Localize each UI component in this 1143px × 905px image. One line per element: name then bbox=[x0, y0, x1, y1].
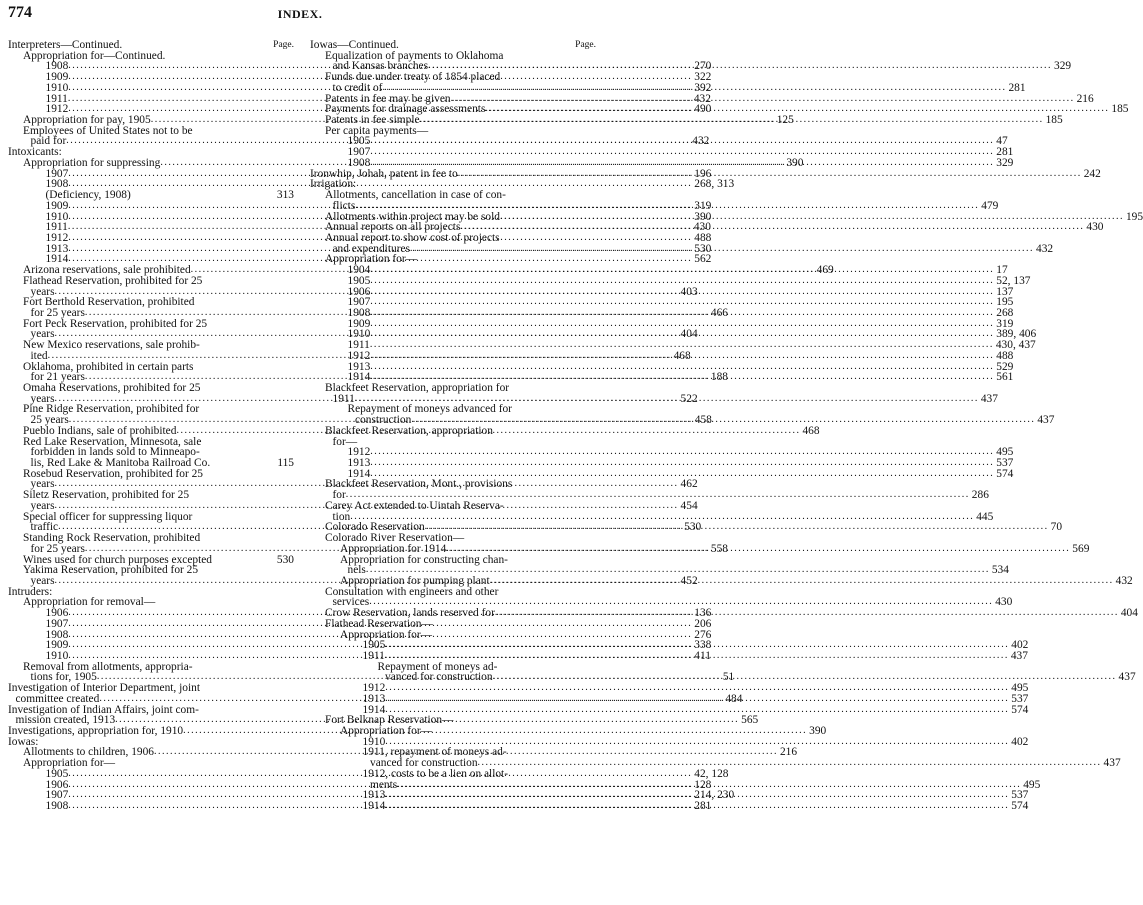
leader-dots bbox=[385, 705, 1009, 716]
entry-text: 1908 bbox=[45, 178, 69, 191]
entry-page-ref: 137 bbox=[996, 285, 1014, 298]
leader-dots bbox=[355, 201, 979, 212]
entry-page-ref: 390 bbox=[786, 156, 804, 169]
entry-text: vanced for construction bbox=[385, 671, 493, 684]
leader-dots bbox=[446, 544, 1070, 555]
entry-page-ref: 437 bbox=[980, 392, 998, 405]
entry-text: 1909 bbox=[45, 199, 69, 212]
entry-text: lis, Red Lake & Manitoba Railroad Co. bbox=[30, 457, 211, 470]
entry-text: Carey Act extended to Uintah Reserva- bbox=[325, 499, 504, 512]
entry-page-ref: 454 bbox=[680, 499, 698, 512]
entry-text: Patents in fee simple bbox=[325, 114, 420, 127]
entry-text: Intoxicants: bbox=[8, 146, 62, 159]
entry-text: 1911 bbox=[45, 92, 68, 105]
entry-text: Oklahoma, prohibited in certain parts bbox=[23, 360, 194, 373]
entry-page-ref: 329 bbox=[996, 156, 1014, 169]
entry-page-ref: 206 bbox=[694, 617, 712, 630]
entry-page-ref: 569 bbox=[1072, 542, 1090, 555]
entry-page-ref: 537 bbox=[1011, 789, 1029, 802]
entry-page-ref: 430 bbox=[693, 221, 711, 234]
entry-text: Fort Peck Reservation, prohibited for 25 bbox=[23, 317, 208, 330]
entry-text: Investigation of Interior Department, joint bbox=[8, 682, 201, 695]
entry-page-ref: 462 bbox=[680, 478, 698, 491]
entry-page-ref: 185 bbox=[1045, 114, 1063, 127]
entry-page-ref: 437 bbox=[1118, 671, 1136, 684]
entry-text: 1912, costs to be a lien on allot- bbox=[362, 767, 509, 780]
entry-text: 1906 bbox=[45, 778, 69, 791]
entry-text: Allotments to children, 1906 bbox=[23, 746, 154, 759]
entry-text: 1912 bbox=[45, 231, 69, 244]
entry-text: 1913 bbox=[45, 242, 69, 255]
entry-text: 1907 bbox=[45, 789, 69, 802]
entry-page-ref: 488 bbox=[694, 231, 712, 244]
entry-text: 1911 bbox=[45, 221, 68, 234]
entry-page-ref: 319 bbox=[996, 317, 1014, 330]
entry-text: 1906 bbox=[347, 285, 371, 298]
entry-page-ref: 286 bbox=[971, 489, 989, 502]
entry-text: years bbox=[30, 478, 55, 491]
entry-text: Appropriation for constructing chan- bbox=[340, 553, 508, 566]
index-entry bbox=[8, 725, 827, 737]
entry-page-ref: 432 bbox=[1115, 574, 1133, 587]
entry-text: Allotments, cancellation in case of con- bbox=[325, 189, 506, 202]
entry-text: 1909 bbox=[45, 639, 69, 652]
entry-text: Payments for drainage assessments bbox=[325, 103, 486, 116]
entry-text: 1908 bbox=[45, 800, 69, 813]
entry-text: 1907 bbox=[347, 296, 371, 309]
entry-page-ref: 195 bbox=[1125, 210, 1143, 223]
entry-text: Appropriation for— bbox=[340, 725, 433, 737]
entry-text: Appropriation for— bbox=[340, 628, 433, 641]
entry-text: Consultation with engineers and other bbox=[325, 585, 499, 598]
entry-text: Pine Ridge Reservation, prohibited for bbox=[23, 403, 200, 416]
entry-text: 1911 bbox=[362, 649, 385, 662]
entry-page-ref: 196 bbox=[694, 167, 712, 180]
entry-text: and Kansas branches bbox=[332, 60, 429, 73]
entry-text: Repayment of moneys advanced for bbox=[347, 403, 512, 416]
entry-page-ref: 136 bbox=[694, 607, 712, 620]
page-title: INDEX. bbox=[277, 7, 323, 21]
entry-page-ref: 430 bbox=[1086, 221, 1104, 234]
entry-page-ref: 430 bbox=[995, 596, 1013, 609]
entry-text: Flathead Reservation— bbox=[325, 617, 433, 630]
entry-page-ref: 574 bbox=[996, 467, 1014, 480]
entry-page-ref: 214, 230 bbox=[694, 789, 735, 802]
entry-text: Appropriation for—Continued. bbox=[23, 49, 166, 62]
leader-dots bbox=[382, 83, 1006, 94]
entry-text: ited bbox=[30, 349, 48, 362]
leader-dots bbox=[385, 801, 1009, 812]
entry-text: Colorado River Reservation— bbox=[325, 532, 465, 545]
entry-page-ref: 432 bbox=[692, 135, 710, 148]
entry-page-ref: 432 bbox=[1036, 242, 1054, 255]
entry-page-ref: 404 bbox=[680, 328, 698, 341]
entry-text: 1914 bbox=[45, 253, 69, 266]
entry-page-ref: 445 bbox=[976, 510, 994, 523]
entry-page-ref: 574 bbox=[1011, 703, 1029, 716]
entry-text: Iowas—Continued. bbox=[310, 39, 399, 51]
entry-page-ref: 329 bbox=[1054, 60, 1072, 73]
entry-text: for— bbox=[332, 435, 358, 448]
entry-page-ref: 402 bbox=[1011, 639, 1029, 652]
entry-page-ref: 458 bbox=[694, 414, 712, 427]
index-entry bbox=[310, 274, 1031, 287]
entry-page-ref: 437 bbox=[1103, 757, 1121, 770]
entry-page-ref: 216 bbox=[779, 746, 798, 759]
entry-page-ref: 52, 137 bbox=[996, 274, 1031, 287]
entry-page-ref: 484 bbox=[725, 692, 743, 705]
entry-text: 1914 bbox=[347, 371, 371, 384]
entry-page-ref: 188 bbox=[710, 371, 728, 384]
entry-text: Appropriation for 1914 bbox=[340, 542, 447, 555]
page-column-heading: Page. bbox=[575, 40, 596, 50]
entry-page-ref: 268, 313 bbox=[694, 178, 735, 191]
entry-text: years bbox=[30, 285, 55, 298]
entry-text: Irrigation: bbox=[310, 178, 357, 191]
leader-dots bbox=[411, 415, 1035, 426]
entry-page-ref: 47 bbox=[996, 135, 1008, 148]
entry-page-ref: 128 bbox=[694, 778, 712, 791]
entry-text: 1907 bbox=[347, 146, 371, 159]
leader-dots bbox=[425, 522, 1049, 533]
entry-text: Interpreters—Continued. bbox=[8, 39, 123, 51]
leader-dots bbox=[420, 115, 1044, 126]
entry-page-ref: 313 bbox=[276, 189, 294, 202]
leader-dots bbox=[428, 61, 1052, 72]
entry-page-ref: 522 bbox=[680, 392, 698, 405]
entry-text: Appropriation for suppressing bbox=[23, 156, 161, 169]
entry-text: years bbox=[30, 574, 55, 587]
entry-page-ref: 466 bbox=[710, 306, 728, 319]
entry-text: to credit of bbox=[332, 81, 383, 94]
entry-text: construction bbox=[355, 414, 412, 427]
entry-text: 1911 bbox=[332, 392, 355, 405]
leader-dots bbox=[458, 169, 1082, 180]
entry-text: 1906 bbox=[45, 607, 69, 620]
entry-text: Iowas: bbox=[8, 735, 39, 748]
entry-page-ref: 561 bbox=[996, 371, 1014, 384]
entry-page-ref: 574 bbox=[1011, 800, 1029, 813]
entry-text: Standing Rock Reservation, prohibited bbox=[23, 532, 201, 545]
entry-text: 1911 bbox=[347, 339, 370, 352]
entry-page-ref: 468 bbox=[802, 424, 820, 437]
entry-page-ref: 42, 128 bbox=[694, 767, 729, 780]
entry-page-ref: 216 bbox=[1076, 92, 1094, 105]
entry-text: paid for bbox=[30, 135, 67, 148]
entry-page-ref: 562 bbox=[694, 253, 712, 266]
entry-text: 1910 bbox=[45, 81, 69, 94]
entry-text: years bbox=[30, 392, 55, 405]
leader-dots bbox=[478, 758, 1102, 769]
entry-text: nels bbox=[347, 564, 366, 577]
entry-text: Employees of United States not to be bbox=[23, 124, 193, 137]
leader-dots bbox=[370, 351, 994, 362]
entry-text: tions for, 1905 bbox=[30, 671, 97, 684]
entry-text: 1913 bbox=[347, 457, 371, 470]
entry-text: Repayment of moneys ad- bbox=[377, 660, 498, 673]
page-number: 774 bbox=[8, 4, 32, 21]
entry-text: Pueblo Indians, sale of prohibited bbox=[23, 424, 177, 437]
entry-text: Siletz Reservation, prohibited for 25 bbox=[23, 489, 190, 502]
entry-page-ref: 270 bbox=[694, 60, 712, 73]
entry-text: Crow Reservation, lands reserved for bbox=[325, 607, 495, 620]
entry-page-ref: 70 bbox=[1050, 521, 1063, 534]
entry-text: 1913 bbox=[347, 360, 371, 373]
index-entry bbox=[310, 769, 596, 780]
entry-page-ref: 125 bbox=[776, 114, 794, 127]
entry-page-ref: 558 bbox=[710, 542, 728, 555]
entry-text: Red Lake Reservation, Minnesota, sale bbox=[23, 435, 202, 448]
entry-text: Removal from allotments, appropria- bbox=[23, 660, 193, 673]
leader-dots bbox=[385, 694, 1009, 705]
entry-page-ref: 281 bbox=[694, 800, 712, 813]
entry-text: New Mexico reservations, sale prohib- bbox=[23, 339, 200, 352]
entry-text: traffic bbox=[30, 521, 59, 534]
page-header bbox=[8, 4, 592, 28]
entry-page-ref: 490 bbox=[694, 103, 712, 116]
entry-text: 1913 bbox=[362, 692, 386, 705]
entry-text: Funds due under treaty of 1854 placed bbox=[325, 71, 501, 84]
entry-page-ref: 468 bbox=[673, 349, 691, 362]
entry-text: years bbox=[30, 328, 55, 341]
entry-text: Blackfeet Reservation, appropriation for bbox=[325, 382, 510, 394]
entry-page-ref: 530 bbox=[276, 553, 294, 566]
entry-text: 1914 bbox=[362, 703, 386, 716]
entry-page-ref: 404 bbox=[1120, 607, 1138, 620]
entry-page-ref: 322 bbox=[694, 71, 712, 84]
leader-dots bbox=[370, 276, 994, 287]
entry-text: Yakima Reservation, prohibited for 25 bbox=[23, 564, 199, 577]
entry-page-ref: 432 bbox=[693, 92, 711, 105]
entry-text: (Deficiency, 1908) bbox=[45, 189, 131, 202]
entry-text: Appropriation for— bbox=[23, 757, 116, 770]
entry-text: years bbox=[30, 499, 55, 512]
entry-page-ref: 530 bbox=[694, 242, 712, 255]
entry-text: mission created, 1913 bbox=[15, 714, 116, 727]
entry-page-ref: 565 bbox=[741, 714, 759, 727]
entry-text: ments bbox=[370, 778, 398, 791]
entry-text: Wines used for church purposes excepted bbox=[23, 553, 213, 566]
entry-page-ref: 430, 437 bbox=[995, 339, 1036, 352]
entry-text: Appropriation for— bbox=[325, 253, 418, 266]
index-entry bbox=[8, 276, 294, 287]
entry-text: Allotments within project may be sold bbox=[325, 210, 500, 223]
entry-text: Rosebud Reservation, prohibited for 25 bbox=[23, 467, 204, 480]
entry-text: 1905 bbox=[347, 274, 371, 287]
leader-dots bbox=[490, 576, 1114, 587]
entry-text: 1912 bbox=[362, 682, 386, 695]
entry-page-ref: 403 bbox=[680, 285, 698, 298]
entry-page-ref: 529 bbox=[996, 360, 1014, 373]
entry-text: Flathead Reservation, prohibited for 25 bbox=[23, 274, 203, 287]
entry-page-ref: 437 bbox=[1037, 414, 1055, 427]
entry-page-ref: 115 bbox=[277, 457, 294, 470]
entry-text: Blackfeet Reservation, Mont., provisions bbox=[325, 478, 513, 491]
entry-text: Intruders: bbox=[8, 585, 53, 598]
entry-page-ref: 389, 406 bbox=[996, 328, 1037, 341]
entry-page-ref: 437 bbox=[1010, 649, 1028, 662]
entry-text: 1907 bbox=[45, 617, 69, 630]
entry-text: 1914 bbox=[362, 800, 386, 813]
entry-page-ref: 495 bbox=[1023, 778, 1041, 791]
entry-text: 1908 bbox=[347, 306, 371, 319]
entry-text: 1908 bbox=[45, 628, 69, 641]
entry-text: Special officer for suppressing liquor bbox=[23, 510, 193, 523]
entry-text: 25 years bbox=[30, 414, 69, 427]
entry-text: Blackfeet Reservation, appropriation bbox=[325, 424, 493, 437]
leader-dots bbox=[495, 608, 1119, 619]
entry-text: 1905 bbox=[45, 767, 69, 780]
entry-text: 1911, repayment of moneys ad- bbox=[362, 746, 507, 759]
entry-text: 1909 bbox=[347, 317, 371, 330]
entry-page-ref: 390 bbox=[809, 725, 827, 737]
entry-text: committee created bbox=[15, 692, 100, 705]
entry-text: tion bbox=[332, 510, 351, 523]
entry-page-ref: 195 bbox=[996, 296, 1014, 309]
entry-text: Arizona reservations, sale prohibited bbox=[23, 264, 191, 277]
entry-text: Appropriation for pay, 1905 bbox=[23, 114, 151, 127]
entry-page-ref: 281 bbox=[1008, 81, 1026, 94]
entry-text: 1910 bbox=[45, 649, 69, 662]
entry-text: for 25 years bbox=[30, 542, 85, 555]
entry-page-ref: 469 bbox=[816, 264, 834, 277]
entry-page-ref: 319 bbox=[694, 199, 712, 212]
entry-text: services bbox=[332, 596, 370, 609]
entry-text: 1914 bbox=[347, 467, 371, 480]
entry-text: 1905 bbox=[347, 135, 371, 148]
entry-page-ref: 242 bbox=[1083, 167, 1101, 180]
entry-page-ref: 537 bbox=[996, 457, 1014, 470]
entry-text: for 21 years bbox=[30, 371, 85, 384]
entry-text: 1910 bbox=[362, 735, 386, 748]
entry-text: Fort Belknap Reservation— bbox=[325, 714, 454, 727]
entry-page-ref: 534 bbox=[991, 564, 1009, 577]
entry-page-ref: 281 bbox=[996, 146, 1014, 159]
entry-page-ref: 479 bbox=[981, 199, 999, 212]
entry-text: 1908 bbox=[45, 60, 69, 73]
entry-text: flicts bbox=[332, 199, 356, 212]
entry-text: for bbox=[332, 489, 346, 502]
entry-text: Annual reports on all projects bbox=[325, 221, 461, 234]
entry-text: Patents in fee may be given bbox=[325, 92, 451, 105]
entry-text: Investigation of Indian Affairs, joint com- bbox=[8, 703, 199, 716]
entry-text: 1909 bbox=[45, 71, 69, 84]
entry-page-ref: 390 bbox=[694, 210, 712, 223]
entry-page-ref: 338 bbox=[694, 639, 712, 652]
entry-text: 1912 bbox=[45, 103, 69, 116]
entry-text: vanced for construction bbox=[370, 757, 478, 770]
entry-page-ref: 402 bbox=[1011, 735, 1029, 748]
entry-text: for 25 years bbox=[30, 306, 85, 319]
entry-text: 1908 bbox=[347, 156, 371, 169]
entry-page-ref: 495 bbox=[1011, 682, 1029, 695]
entry-text: forbidden in lands sold to Minneapo- bbox=[30, 446, 200, 459]
entry-page-ref: 495 bbox=[996, 446, 1014, 459]
entry-page-ref: 276 bbox=[694, 628, 712, 641]
entry-page-ref: 488 bbox=[996, 349, 1014, 362]
entry-page-ref: 17 bbox=[996, 264, 1008, 277]
entry-text: 1912 bbox=[347, 349, 371, 362]
entry-text: Appropriation for removal— bbox=[23, 596, 156, 609]
entry-text: 1904 bbox=[347, 264, 371, 277]
leader-dots bbox=[460, 222, 1084, 233]
entry-page-ref: 411 bbox=[694, 649, 711, 662]
entry-text: Per capita payments— bbox=[325, 124, 429, 137]
entry-page-ref: 452 bbox=[680, 574, 698, 587]
entry-page-ref: 185 bbox=[1111, 103, 1129, 116]
entry-text: 1910 bbox=[45, 210, 69, 223]
entry-page-ref: 392 bbox=[694, 81, 712, 94]
leader-dots bbox=[410, 244, 1034, 255]
entry-text: 1910 bbox=[347, 328, 371, 341]
entry-text: 1905 bbox=[362, 639, 386, 652]
entry-text: 1912 bbox=[347, 446, 371, 459]
page-column-heading: Page. bbox=[273, 40, 294, 50]
entry-text: 1913 bbox=[362, 789, 386, 802]
entry-text: Equalization of payments to Oklahoma bbox=[325, 49, 504, 62]
entry-text: Colorado Reservation bbox=[325, 521, 425, 534]
entry-page-ref: 268 bbox=[996, 306, 1014, 319]
entry-page-ref: 51 bbox=[722, 671, 735, 684]
entry-page-ref: 530 bbox=[684, 521, 702, 534]
entry-text: Investigations, appropriation for, 1910 bbox=[8, 725, 184, 737]
entry-text: Appropriation for pumping plant bbox=[340, 574, 490, 587]
entry-text: Fort Berthold Reservation, prohibited bbox=[23, 296, 195, 309]
entry-text: Omaha Reservations, prohibited for 25 bbox=[23, 382, 201, 394]
entry-page-ref: 537 bbox=[1011, 692, 1029, 705]
entry-text: and expenditures bbox=[332, 242, 410, 255]
entry-text: Ironwhip, Johah, patent in fee to bbox=[310, 167, 458, 180]
entry-text: Annual report to show cost of projects bbox=[325, 231, 500, 244]
entry-text: 1907 bbox=[45, 167, 69, 180]
